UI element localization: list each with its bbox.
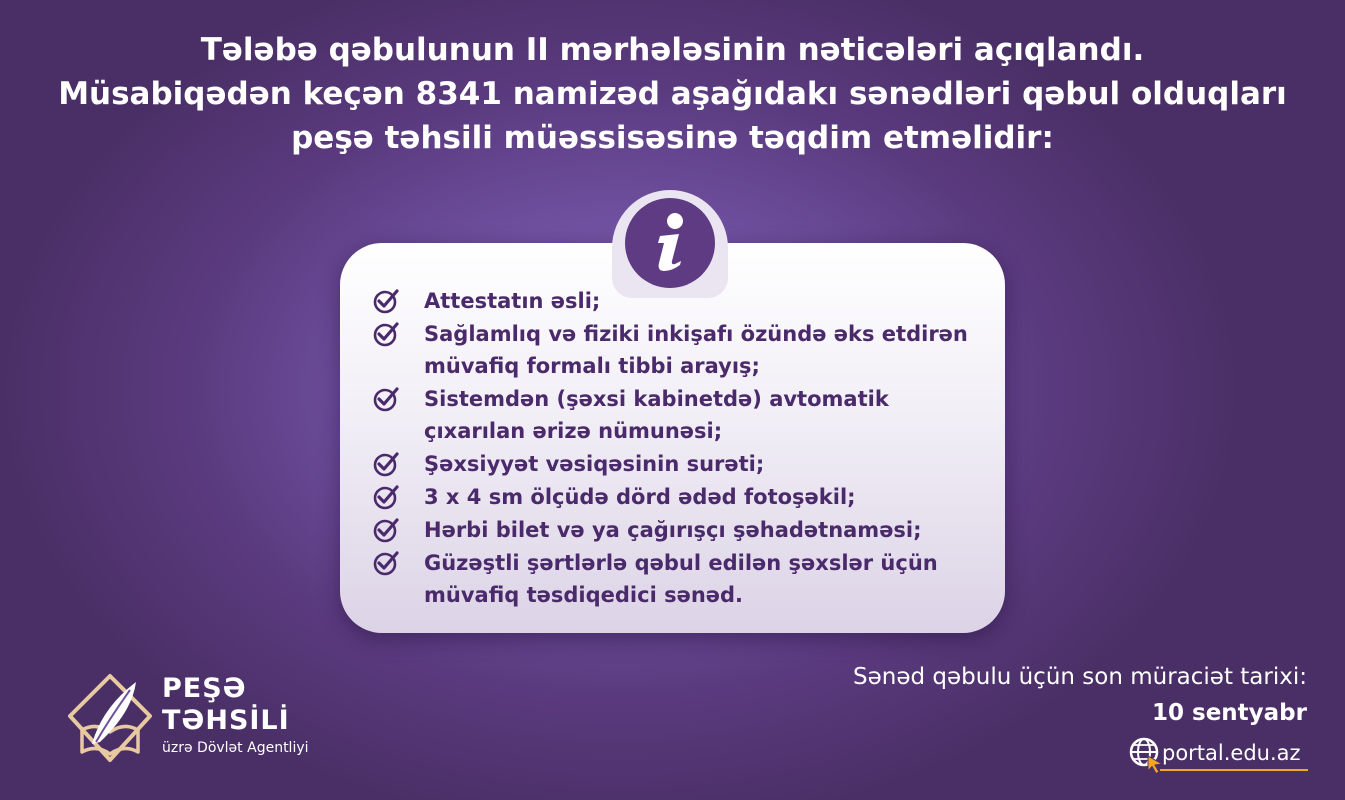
document-item-text: Güzəştli şərtlərlə qəbul edilən şəxslər üçün müvafiq təsdiqedici sənəd. bbox=[424, 551, 938, 607]
check-circle-icon bbox=[370, 547, 402, 579]
headline-line-1: Tələbə qəbulunun II mərhələsinin nəticələri açıqlandı. bbox=[200, 32, 1145, 68]
document-item-text: Hərbi bilet və ya çağırışçı şəhadətnaməsi; bbox=[424, 518, 922, 542]
logo-subtitle: üzrə Dövlət Agentliyi bbox=[162, 740, 309, 756]
logo-title-line-2: TƏHSİLİ bbox=[162, 705, 290, 736]
headline-line-2: Müsabiqədən keçən 8341 namizəd aşağıdakı sənədləri qəbul olduqları bbox=[58, 76, 1287, 112]
check-circle-icon bbox=[370, 514, 402, 546]
deadline-date: 10 sentyabr bbox=[1152, 700, 1307, 726]
logo-title-line-1: PEŞƏ bbox=[162, 673, 247, 704]
headline bbox=[0, 28, 1345, 160]
document-item bbox=[370, 514, 990, 546]
document-item-text: Attestatın əsli; bbox=[424, 289, 601, 313]
document-item-text: Sistemdən (şəxsi kabinetdə) avtomatik çıxarılan ərizə nümunəsi; bbox=[424, 387, 889, 443]
document-item bbox=[370, 547, 990, 611]
globe-cursor-icon bbox=[1128, 736, 1164, 774]
documents-list bbox=[370, 285, 990, 612]
document-item-text: Sağlamlıq və fiziki inkişafı özündə əks etdirən müvafiq formalı tibbi arayış; bbox=[424, 322, 968, 378]
portal-underline bbox=[1160, 769, 1308, 771]
check-circle-icon bbox=[370, 285, 402, 317]
headline-line-3: peşə təhsili müəssisəsinə təqdim etməlidir: bbox=[291, 120, 1054, 156]
portal-link[interactable] bbox=[1128, 736, 1308, 774]
document-item bbox=[370, 448, 990, 480]
portal-text[interactable]: portal.edu.az bbox=[1162, 741, 1301, 765]
book-quill-icon bbox=[62, 668, 158, 768]
document-item bbox=[370, 383, 990, 447]
info-icon bbox=[625, 198, 715, 288]
document-item-text: 3 x 4 sm ölçüdə dörd ədəd fotoşəkil; bbox=[424, 485, 856, 509]
document-item bbox=[370, 481, 990, 513]
document-item bbox=[370, 285, 990, 317]
check-circle-icon bbox=[370, 448, 402, 480]
check-circle-icon bbox=[370, 481, 402, 513]
document-item bbox=[370, 318, 990, 382]
agency-logo bbox=[62, 668, 362, 768]
check-circle-icon bbox=[370, 383, 402, 415]
document-item-text: Şəxsiyyət vəsiqəsinin surəti; bbox=[424, 452, 765, 476]
deadline-label: Sənəd qəbulu üçün son müraciət tarixi: bbox=[853, 664, 1307, 690]
check-circle-icon bbox=[370, 318, 402, 350]
